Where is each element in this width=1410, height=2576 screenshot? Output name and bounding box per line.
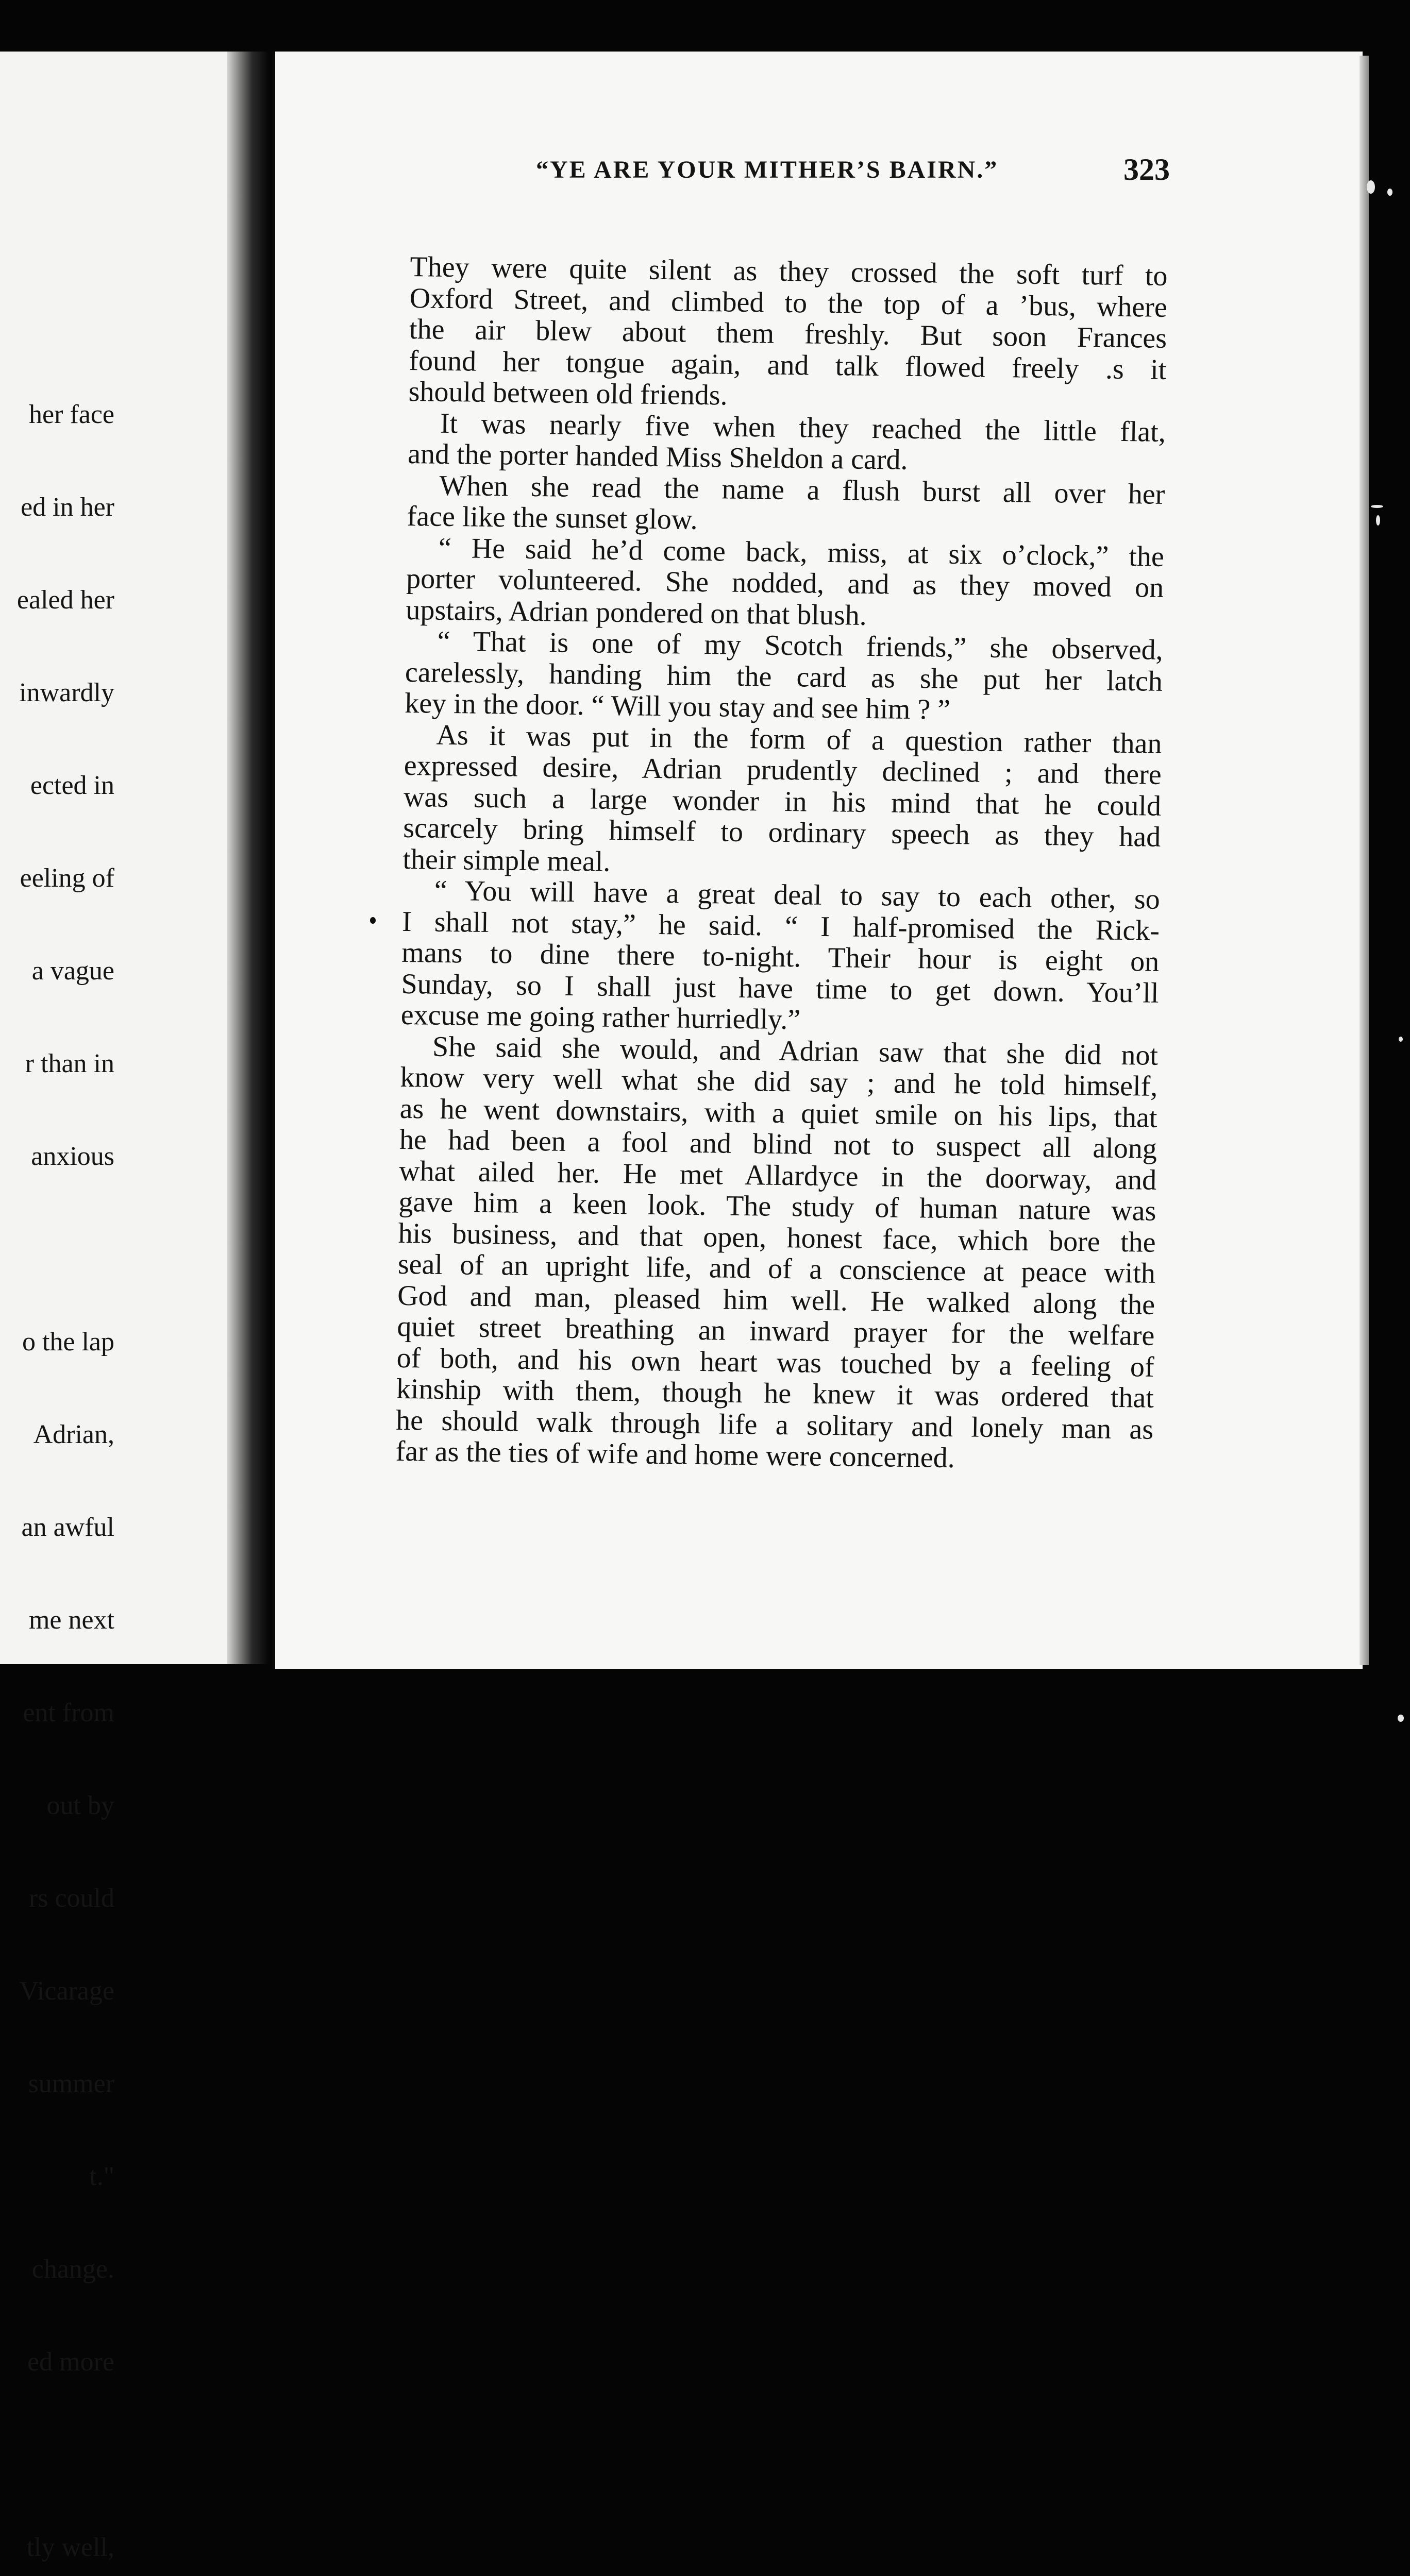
scan-speck [1398, 1715, 1404, 1722]
text-line: of both, and his own heart was touched by a feeling of [396, 1342, 1155, 1383]
left-line: rs could [28, 1884, 114, 1913]
text-line: what ailed her. He met Allardyce in the doorway, and [398, 1155, 1157, 1196]
left-line: anxious [31, 1142, 114, 1171]
text-line: his business, and that open, honest face, which bore the [398, 1217, 1156, 1259]
running-head: “YE ARE YOUR MITHER’S BAIRN.” [536, 156, 999, 183]
left-line: change. [31, 2255, 114, 2284]
left-line: ed more [27, 2347, 114, 2377]
text-line: She said she would, and Adrian saw that she did not [432, 1030, 1159, 1072]
left-line: o the lap [22, 1327, 114, 1357]
text-line: scarcely bring himself to ordinary speech as they had [402, 811, 1161, 853]
scan-speck [1387, 189, 1392, 196]
text-line: he should walk through life a solitary and lonely man as [395, 1404, 1154, 1446]
text-line: porter volunteered. She nodded, and as they moved on [406, 562, 1164, 604]
text-line: far as the ties of wife and home were concerned. [395, 1435, 955, 1475]
text-line: expressed desire, Adrian prudently declined ; and there [404, 749, 1162, 791]
text-line: “ That is one of my Scotch friends,” she observed, [437, 625, 1164, 666]
text-line: When she read the name a flush burst all over her [439, 469, 1165, 511]
left-line: tly well, [26, 2533, 114, 2562]
text-line: I shall not stay,” he said. “ I half-promised the Rick- [401, 905, 1160, 947]
text-line: should between old friends. [408, 375, 728, 412]
left-line: Vicarage [19, 1976, 114, 2006]
left-line: an awful [21, 1513, 114, 1542]
text-line: It was nearly five when they reached the little flat, [440, 407, 1166, 448]
text-line: know very well what she did say ; and he told himself, [400, 1061, 1158, 1103]
text-line: As it was put in the form of a question rather than [436, 719, 1162, 760]
text-line: mans to dine there to-night. Their hour is eight on [401, 936, 1160, 978]
page-number: 323 [1123, 152, 1170, 187]
left-line: summer [28, 2069, 114, 2098]
text-line: found her tongue again, and talk flowed freely .s it [409, 344, 1167, 386]
left-page [0, 52, 241, 2562]
text-line: God and man, pleased him well. He walked along the [397, 1279, 1155, 1321]
text-line: seal of an upright life, and of a conscience at peace with [397, 1248, 1156, 1290]
scan-speck [1376, 515, 1380, 526]
scan-speck [1399, 1037, 1403, 1042]
left-line: her face [29, 400, 114, 429]
left-line: ent from [23, 1698, 114, 1727]
text-line: “ You will have a great deal to say to each other, so [434, 874, 1161, 916]
book-gutter [227, 52, 269, 1664]
text-line: face like the sunset glow. [407, 500, 698, 536]
left-line: eeling of [20, 863, 114, 893]
left-line: a vague [31, 956, 114, 986]
text-line: They were quite silent as they crossed the soft turf to [410, 251, 1168, 292]
text-line: excuse me going rather hurriedly.” [400, 998, 801, 1036]
scan-speck [1367, 180, 1375, 194]
text-line: gave him a keen look. The study of human nature was [398, 1185, 1156, 1227]
left-line: out by [46, 1791, 114, 1820]
text-line: and the porter handed Miss Sheldon a card. [407, 437, 908, 476]
scan-speck [1371, 505, 1383, 508]
left-line: Adrian, [33, 1420, 114, 1449]
left-line [0, 2439, 114, 2470]
text-line: their simple meal. [402, 843, 611, 878]
left-line: r than in [25, 1049, 114, 1078]
text-line: as he went downstairs, with a quiet smile on his lips, that [399, 1092, 1157, 1134]
page-edge [1359, 56, 1369, 1665]
left-line: ected in [30, 771, 114, 800]
text-line: upstairs, Adrian pondered on that blush. [406, 594, 867, 632]
text-line: he had been a fool and blind not to suspect all along [399, 1123, 1157, 1165]
text-line: Oxford Street, and climbed to the top of a ’bus, where [409, 282, 1168, 324]
text-line: “ He said he’d come back, miss, at six o’clock,” the [438, 532, 1165, 573]
left-page-text [0, 337, 114, 2576]
text-line: carelessly, handing him the card as she put her latch [405, 656, 1163, 698]
left-line: t." [89, 2162, 114, 2191]
text-line: was such a large wonder in his mind that he could [403, 781, 1162, 822]
text-line: key in the door. “ Will you stay and see him ? ” [404, 687, 951, 726]
text-line: Sunday, so I shall just have time to get down. You’ll [401, 968, 1159, 1009]
left-line: ealed her [16, 585, 114, 615]
left-line: me next [28, 1605, 114, 1635]
text-line: quiet street breathing an inward prayer for the welfare [397, 1310, 1155, 1352]
left-line: inwardly [19, 678, 114, 707]
scan-speck [370, 917, 376, 924]
left-line: ed in her [21, 493, 114, 522]
left-line [0, 1234, 114, 1265]
text-line: kinship with them, though he knew it was ordered that [396, 1372, 1154, 1414]
text-line: the air blew about them freshly. But soon Frances [409, 313, 1167, 354]
body-text [395, 251, 1168, 1476]
